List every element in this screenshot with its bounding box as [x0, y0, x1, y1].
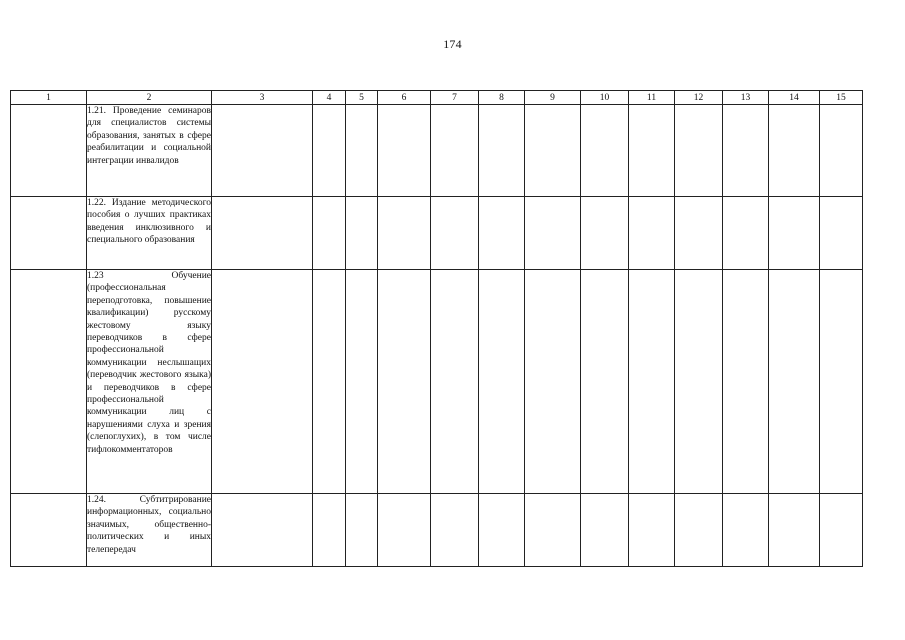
table-cell — [313, 494, 346, 567]
table-cell — [769, 270, 820, 494]
column-header-5: 5 — [346, 91, 378, 105]
table-cell — [581, 270, 629, 494]
table-cell — [212, 494, 313, 567]
table-cell — [581, 197, 629, 270]
table-cell — [378, 270, 431, 494]
table-cell — [629, 197, 675, 270]
table-cell — [479, 494, 525, 567]
column-header-1: 1 — [11, 91, 87, 105]
table-cell — [723, 494, 769, 567]
table-cell — [675, 494, 723, 567]
column-header-13: 13 — [723, 91, 769, 105]
header-row — [11, 91, 863, 105]
measure-description: 1.21. Проведение семинаров для специалистов системы образования, занятых в сфере реабилитации и социальной интеграции инвалидов — [87, 105, 212, 197]
table-cell — [378, 197, 431, 270]
column-header-15: 15 — [820, 91, 863, 105]
table-row — [11, 105, 863, 197]
table-cell — [629, 494, 675, 567]
table-cell — [346, 494, 378, 567]
table-cell — [820, 197, 863, 270]
table-cell — [313, 197, 346, 270]
table-cell — [313, 270, 346, 494]
measure-description: 1.22. Издание методического пособия о лучших практиках введения инклюзивного и специального образования — [87, 197, 212, 270]
table-cell — [675, 105, 723, 197]
column-header-9: 9 — [525, 91, 581, 105]
table-cell — [212, 197, 313, 270]
table-cell — [581, 105, 629, 197]
table-cell — [723, 197, 769, 270]
table-cell — [11, 494, 87, 567]
measure-description: 1.23 Обучение (профессиональная переподготовка, повышение квалификации) русскому жестовому языку переводчиков в сфере профессиональной коммуникации неслышащих (переводчик жестового языка) и переводчиков в сфере профессиональной коммуникации лиц с нарушениями слуха и зрения (слепоглухих), в том числе тифлокомментаторов — [87, 270, 212, 494]
table-row — [11, 197, 863, 270]
table-cell — [769, 105, 820, 197]
table-cell — [212, 105, 313, 197]
table-cell — [629, 270, 675, 494]
table-row — [11, 494, 863, 567]
table-cell — [479, 105, 525, 197]
table-cell — [11, 270, 87, 494]
table-row — [11, 270, 863, 494]
table-cell — [378, 105, 431, 197]
table-cell — [431, 105, 479, 197]
table-cell — [378, 494, 431, 567]
table-cell — [525, 197, 581, 270]
table-cell — [212, 270, 313, 494]
column-header-3: 3 — [212, 91, 313, 105]
column-header-8: 8 — [479, 91, 525, 105]
table-cell — [313, 105, 346, 197]
column-header-7: 7 — [431, 91, 479, 105]
table-cell — [581, 494, 629, 567]
table-cell — [431, 494, 479, 567]
column-header-11: 11 — [629, 91, 675, 105]
table-cell — [820, 105, 863, 197]
table-cell — [675, 197, 723, 270]
table-cell — [11, 105, 87, 197]
page-number: 174 — [443, 37, 462, 51]
measures-table — [10, 90, 863, 567]
table-cell — [525, 270, 581, 494]
column-header-12: 12 — [675, 91, 723, 105]
table-cell — [723, 105, 769, 197]
table-cell — [479, 197, 525, 270]
table-cell — [346, 197, 378, 270]
column-header-2: 2 — [87, 91, 212, 105]
table-cell — [11, 197, 87, 270]
column-header-14: 14 — [769, 91, 820, 105]
table-cell — [723, 270, 769, 494]
column-header-6: 6 — [378, 91, 431, 105]
column-header-4: 4 — [313, 91, 346, 105]
table-cell — [346, 270, 378, 494]
table-cell — [431, 197, 479, 270]
table-cell — [675, 270, 723, 494]
table-cell — [525, 105, 581, 197]
table-cell — [525, 494, 581, 567]
table-cell — [479, 270, 525, 494]
table-cell — [820, 494, 863, 567]
table-cell — [346, 105, 378, 197]
table-cell — [769, 197, 820, 270]
table-cell — [431, 270, 479, 494]
table-cell — [769, 494, 820, 567]
column-header-10: 10 — [581, 91, 629, 105]
measure-description: 1.24. Субтитрирование информационных, социально значимых, общественно-политических и иных телепередач — [87, 494, 212, 567]
table-cell — [629, 105, 675, 197]
table-cell — [820, 270, 863, 494]
